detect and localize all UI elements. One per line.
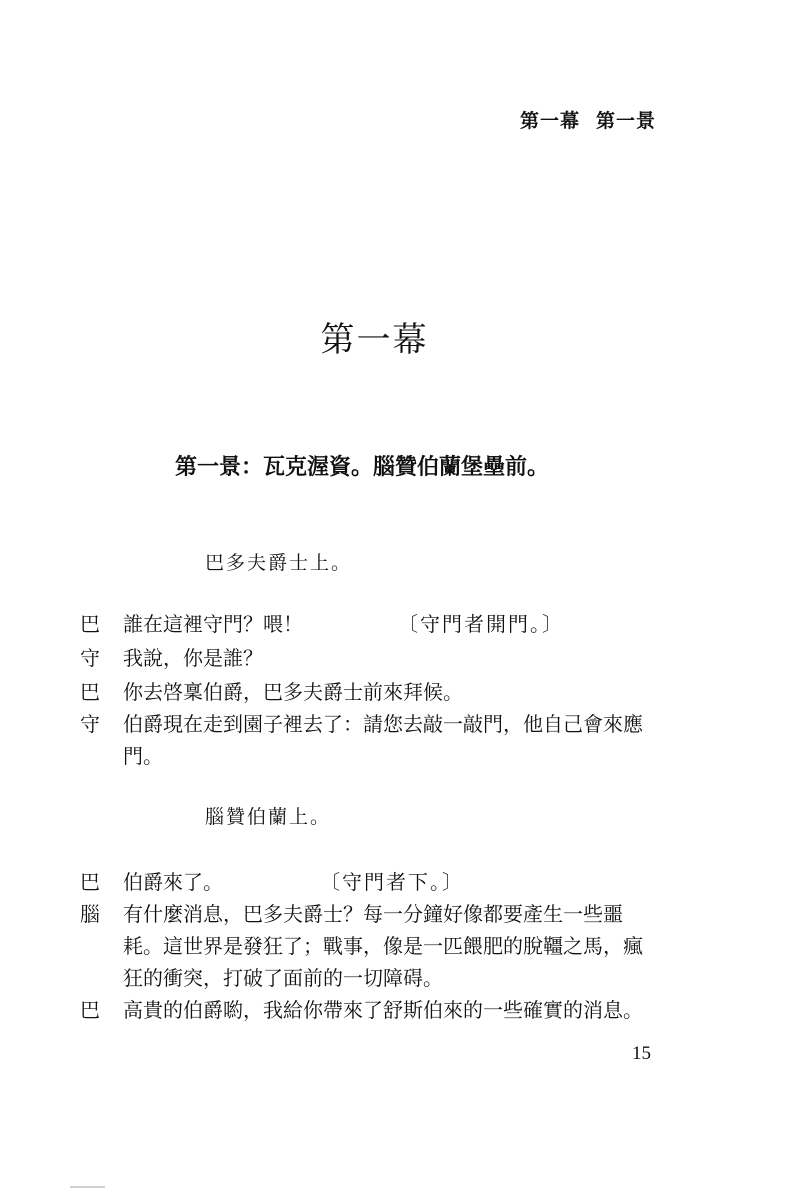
- speaker-label: 巴: [80, 998, 100, 1022]
- stage-direction-bardolph-enters: 巴多夫爵士上。: [205, 552, 353, 574]
- stage-direction-northumberland-enters: 腦贊伯蘭上。: [205, 806, 332, 828]
- line-text: 我說，你是誰？: [123, 646, 263, 670]
- line-text: 你去啓稟伯爵，巴多夫爵士前來拜候。: [123, 680, 463, 704]
- line-text: 耗。這世界是發狂了；戰事，像是一匹餵肥的脫韁之馬，瘋: [123, 934, 643, 958]
- line-text: 高貴的伯爵喲，我給你帶來了舒斯伯來的一些確實的消息。: [123, 998, 643, 1022]
- inline-stage-direction: 〔守門者開門。〕: [398, 612, 564, 636]
- line-text: 有什麼消息，巴多夫爵士？每一分鐘好像都要產生一些噩: [123, 902, 623, 926]
- page-number: 15: [632, 1043, 651, 1064]
- running-head: [520, 106, 656, 133]
- speaker-label: 巴: [80, 680, 100, 704]
- scan-edge-mark: [70, 1186, 105, 1188]
- line-text: 誰在這裡守門？喂！: [123, 612, 303, 636]
- line-text: 伯爵現在走到園子裡去了：請您去敲一敲門，他自己會來應: [123, 712, 643, 736]
- speaker-label: 腦: [80, 902, 100, 926]
- scene-title: 第一景：瓦克渥資。腦贊伯蘭堡壘前。: [175, 455, 550, 480]
- line-text: 狂的衝突，打破了面前的一切障碍。: [123, 966, 443, 990]
- running-head-act: 第一幕: [520, 110, 581, 132]
- speaker-label: 巴: [80, 612, 100, 636]
- act-title: 第一幕: [320, 320, 429, 360]
- speaker-label: 巴: [80, 870, 100, 894]
- speaker-label: 守: [80, 712, 100, 736]
- line-text: 伯爵來了。: [123, 870, 223, 894]
- line-text: 門。: [123, 744, 163, 768]
- speaker-label: 守: [80, 646, 100, 670]
- inline-stage-direction: 〔守門者下。〕: [320, 870, 464, 894]
- running-head-scene: 第一景: [596, 110, 657, 132]
